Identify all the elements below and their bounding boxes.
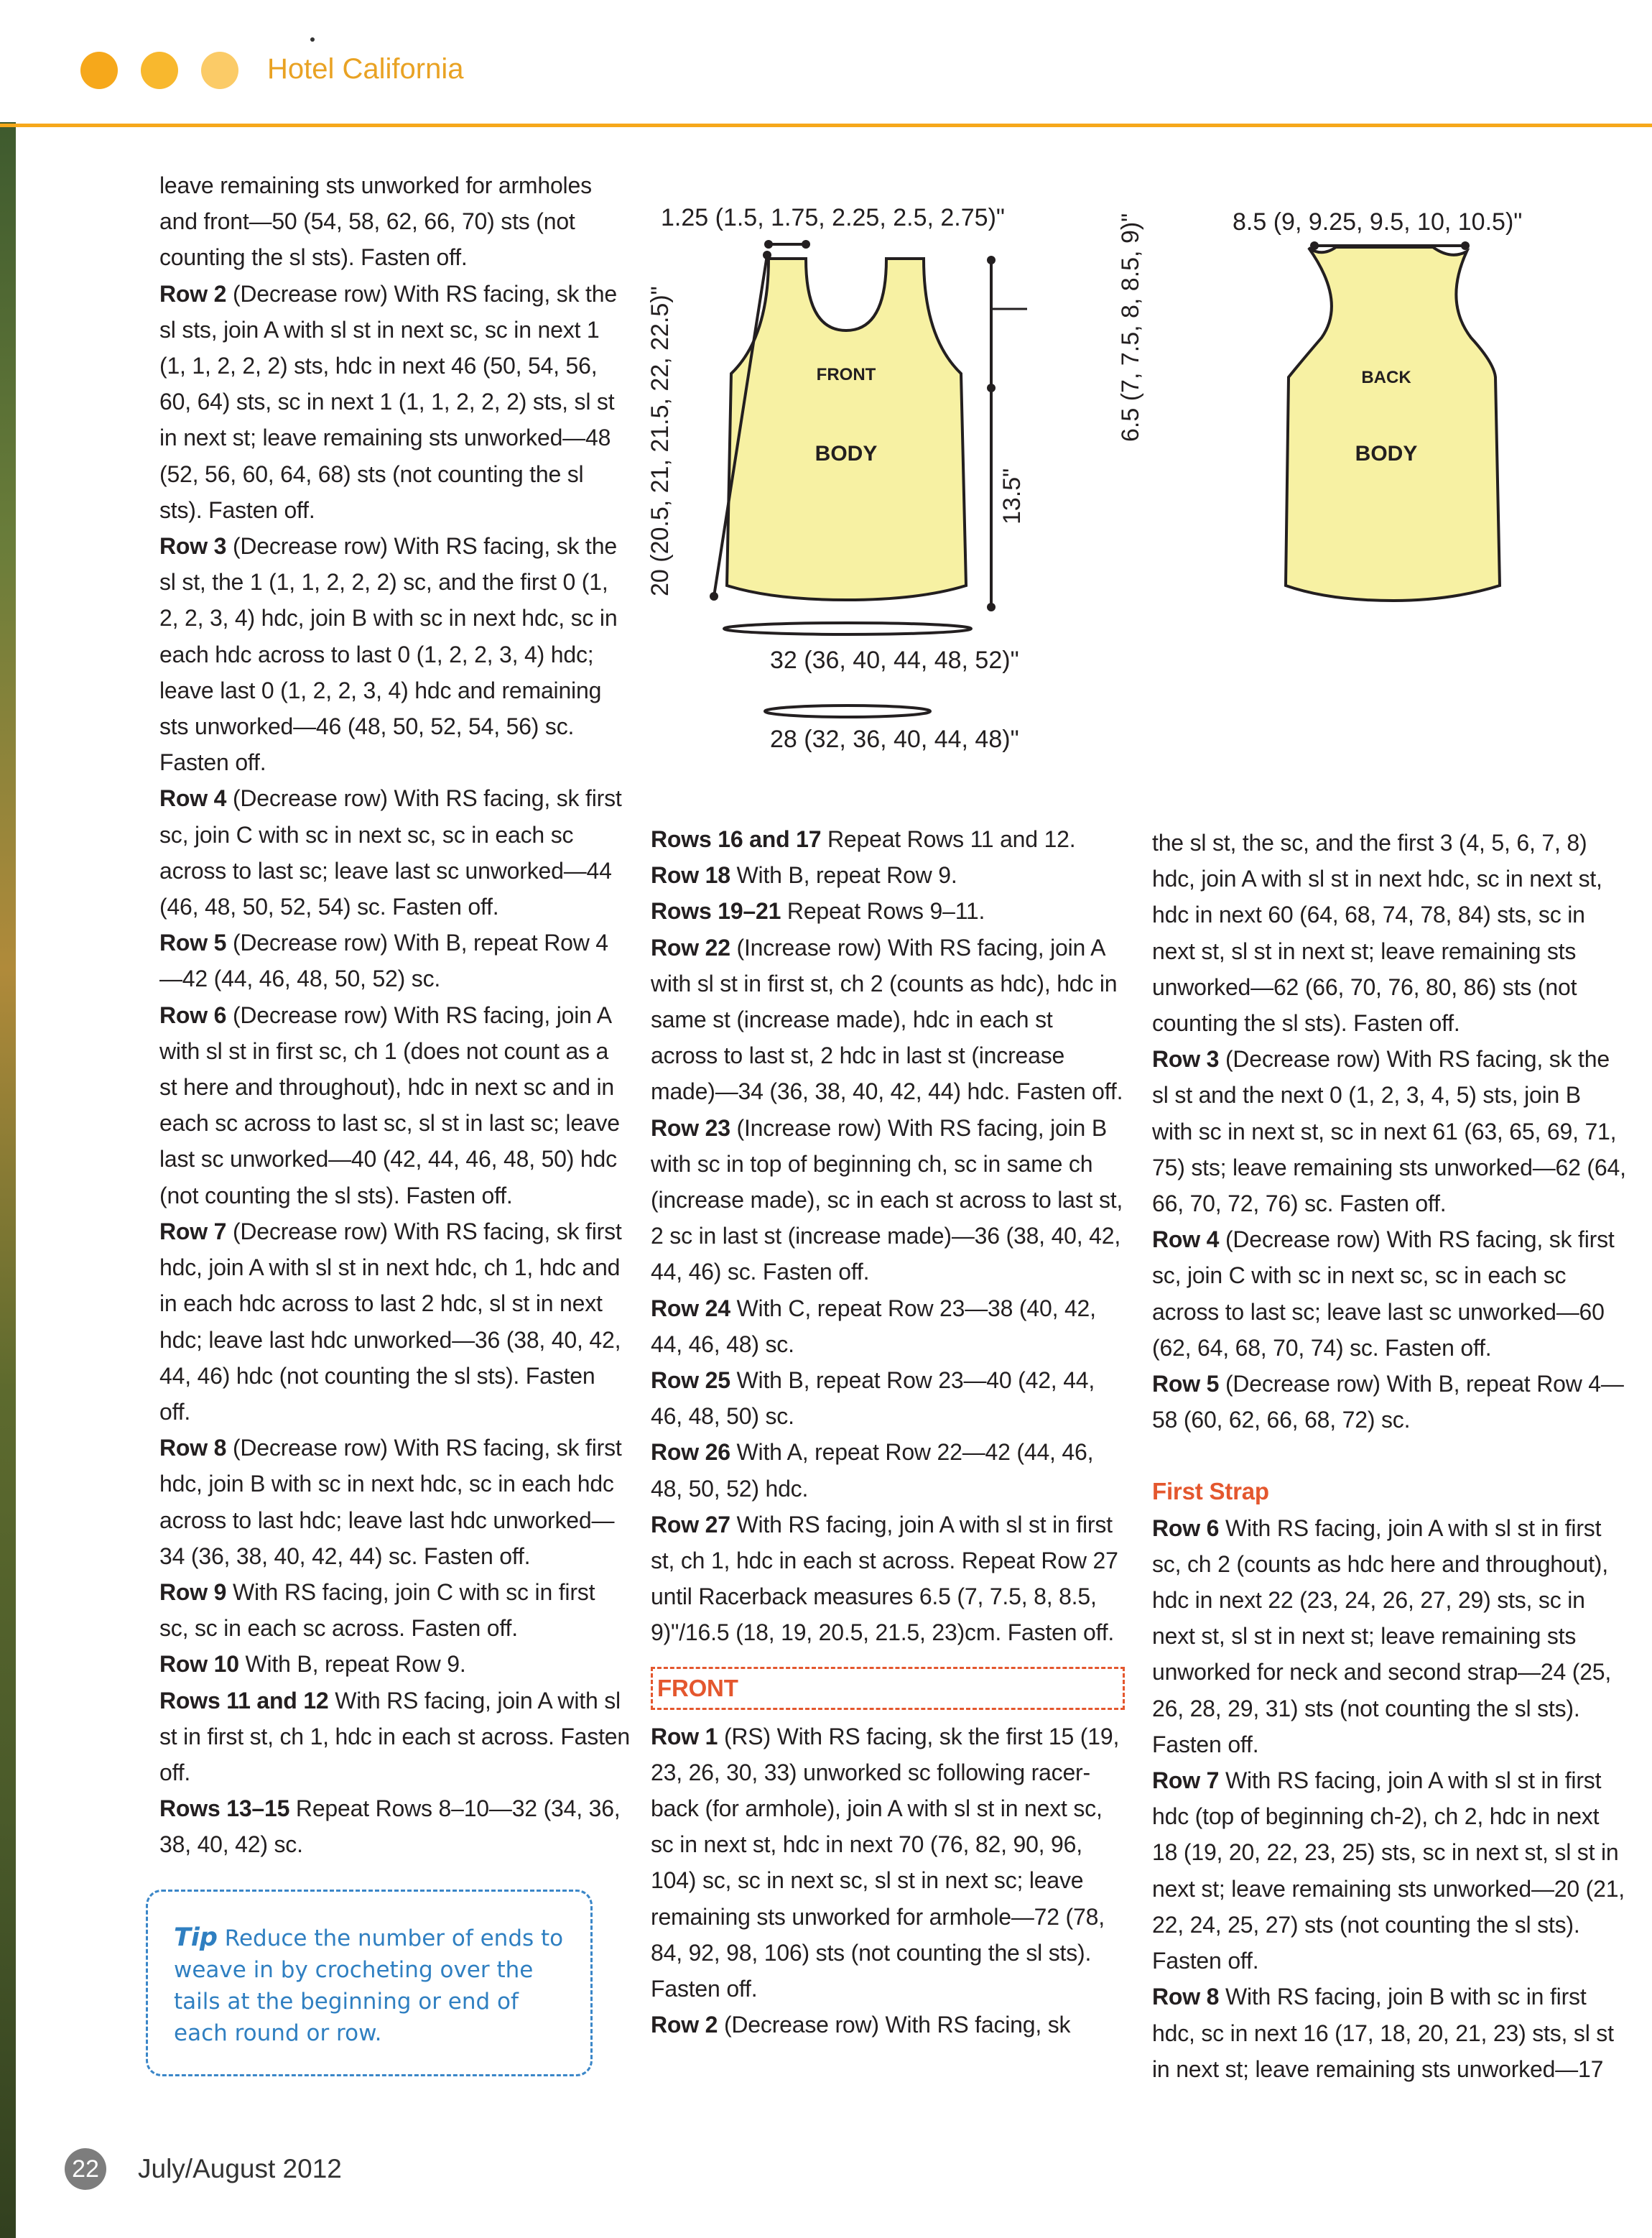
row-lead: Row 3: [159, 533, 227, 560]
row-lead: Row 18: [651, 862, 730, 889]
back-schematic-drawing: [1214, 194, 1616, 639]
row-text: With A, repeat Row 22—42 (44, 46, 48, 50, 52) hdc.: [651, 1439, 1094, 1502]
row-lead: Row 26: [651, 1439, 730, 1466]
row-lead: Row 5: [159, 930, 227, 956]
row-text: (Decrease row) With RS facing, sk first hdc, join A with sl st in next hdc, ch 1, hdc and in each hdc across to last 2 hdc, sl st in next hdc; leave last hdc unworked—36 (38, 40, 42, 44, 46) hdc (not counting the sl sts). Fasten off.: [159, 1218, 622, 1425]
row-text: With C, repeat Row 23—38 (40, 42, 44, 46, 48) sc.: [651, 1295, 1096, 1357]
tip-label: Tip: [174, 1923, 218, 1952]
front-schematic: [646, 194, 1149, 769]
dim-endpoint: [987, 603, 996, 611]
row-lead: Row 9: [159, 1578, 227, 1605]
pattern-row: [1152, 825, 1626, 1041]
dim-endpoint: [710, 592, 718, 601]
bust-circumference: [724, 623, 971, 634]
pattern-row: [651, 930, 1125, 1110]
row-text: (Decrease row) With RS facing, sk the sl st, the 1 (1, 1, 2, 2, 2) sc, and the first 0 (1, 2, 2, 3, 4) hdc, join B with sc in next hdc, sc in each hdc across to last 0 (1, 2, 2, 3, 4) hdc; leave last 0 (1, 2, 2, 3, 4) hdc and remaining sts unworked—46 (48, 50, 52, 54, 56) sc. Fasten off.: [159, 533, 618, 776]
row-lead: Row 10: [159, 1651, 239, 1678]
row-lead: Row 2: [159, 280, 227, 307]
row-text: With RS facing, join A with sl st in first st, ch 1, hdc in each st across. Fasten off.: [159, 1687, 630, 1785]
back-label: BACK: [1361, 368, 1411, 387]
pattern-row: [651, 857, 1125, 893]
bust-label: 32 (36, 40, 44, 48, 52)": [770, 647, 1019, 674]
pattern-row: [651, 2007, 1125, 2043]
page-number-badge: 22: [65, 2148, 106, 2190]
row-lead: Rows 16 and 17: [651, 826, 822, 852]
pattern-row: [651, 1434, 1125, 1506]
dim-endpoint: [987, 384, 996, 392]
row-lead: Row 7: [1152, 1767, 1220, 1794]
row-lead: Row 3: [1152, 1046, 1220, 1073]
pattern-row: [159, 780, 630, 925]
row-text: Repeat Rows 8–10—32 (34, 36, 38, 40, 42) sc.: [159, 1795, 621, 1858]
pattern-row: [651, 1719, 1125, 2007]
strap-width-label: 1.25 (1.5, 1.75, 2.25, 2.5, 2.75)": [661, 204, 1005, 231]
row-lead: Row 24: [651, 1295, 730, 1321]
row-lead: Rows 13–15: [159, 1795, 290, 1822]
pattern-row: [1152, 1366, 1626, 1438]
row-lead: Row 6: [1152, 1515, 1220, 1541]
header-title: Hotel California: [267, 53, 464, 85]
print-mark: [310, 37, 315, 42]
dim-endpoint: [1310, 241, 1319, 250]
left-column: [159, 167, 630, 1863]
pattern-row: [159, 1430, 630, 1574]
row-text: With B, repeat Row 9.: [238, 1651, 466, 1678]
row-lead: Row 2: [651, 2012, 718, 2038]
row-lead: Row 8: [1152, 1984, 1220, 2010]
dim-endpoint: [764, 240, 773, 249]
side-length-label: 13.5": [998, 468, 1026, 524]
row-text: (Decrease row) With B, repeat Row 4—42 (44, 46, 48, 50, 52) sc.: [159, 930, 608, 992]
pattern-row: [159, 1574, 630, 1646]
row-text: (Decrease row) With RS facing, sk: [718, 2012, 1071, 2038]
front-label: FRONT: [816, 365, 876, 384]
row-text: With RS facing, join A with sl st in first st, ch 1, hdc in each st across. Repeat Row 27 until Racerback measures 6.5 (7, 7.5, 8, 8.5, 9)"/16.5 (18, 19, 20.5, 21.5, 23)cm. Fasten off.: [651, 1511, 1118, 1646]
row-text: With RS facing, join A with sl st in first sc, ch 2 (counts as hdc here and throughout), hdc in next 22 (23, 24, 26, 27, 29) sts, sc in next st, sl st in next st; leave remaining sts unworked for neck and second strap—24 (25, 26, 28, 29, 31) sts (not counting the sl sts). Fasten off.: [1152, 1515, 1612, 1757]
row-text: (Decrease row) With RS facing, sk the sl sts, join A with sl st in next sc, sc in next 1 (1, 1, 2, 2, 2) sts, hdc in next 46 (50, 54, 56, 60, 64) sts, sc in next 1 (1, 1, 2, 2, 2) sts, sl st in next st; leave remaining sts unworked—48 (52, 56, 60, 64, 68) sts (not counting the sl sts). Fasten off.: [159, 280, 617, 523]
row-text: Repeat Rows 9–11.: [781, 898, 985, 925]
dim-endpoint: [1461, 241, 1470, 250]
row-lead: Row 25: [651, 1367, 730, 1394]
pattern-row: [159, 925, 630, 997]
pattern-row: [159, 1683, 630, 1791]
hip-label: 28 (32, 36, 40, 44, 48)": [770, 726, 1019, 753]
row-lead: Row 22: [651, 934, 730, 961]
pattern-row: [651, 1110, 1125, 1290]
left-edge-photo-strip: [0, 122, 16, 2238]
row-text: (Increase row) With RS facing, join A with sl st in first st, ch 2 (counts as hdc), hdc in same st (increase made), hdc in each st across to last st, 2 hdc in last st (increase made)—34 (36, 38, 40, 42, 44) hdc. Fasten off.: [651, 934, 1123, 1105]
row-text: (Decrease row) With RS facing, join A with sl st in first sc, ch 1 (does not count as a st here and throughout), hdc in next sc and in each sc across to last sc, sl st in last sc; leave last sc unworked—40 (42, 44, 46, 48, 50) hdc (not counting the sl sts). Fasten off.: [159, 1002, 620, 1208]
pattern-row: [159, 997, 630, 1213]
pattern-row: [1152, 1041, 1626, 1221]
row-text: (Decrease row) With RS facing, sk first hdc, join B with sc in next hdc, sc in each hdc across to last hdc; leave last hdc unworked—34 (36, 38, 40, 42, 44) sc. Fasten off.: [159, 1435, 622, 1569]
pattern-row: [651, 1362, 1125, 1434]
dim-endpoint: [802, 240, 810, 249]
row-lead: Row 8: [159, 1435, 227, 1461]
pattern-row: [1152, 1510, 1626, 1762]
row-text: (Decrease row) With RS facing, sk first sc, join C with sc in next sc, sc in each sc across to last sc; leave last sc unworked—44 (46, 48, 50, 52, 54) sc. Fasten off.: [159, 785, 622, 920]
front-body-label: BODY: [815, 442, 878, 466]
header-dot-icon: [80, 52, 118, 89]
right-column: [1152, 825, 1626, 2087]
issue-date: July/August 2012: [138, 2154, 342, 2183]
pattern-row: [651, 893, 1125, 929]
pattern-row: [1152, 1762, 1626, 1979]
row-text: With RS facing, join A with sl st in first hdc (top of beginning ch-2), ch 2, hdc in next 18 (19, 20, 22, 23, 25) sts, sc in next st, sl st in next st; leave remaining sts unworked—20 (21, 22, 24, 25, 27) sts (not counting the sl sts). Fasten off.: [1152, 1767, 1625, 1974]
dim-endpoint: [987, 256, 996, 264]
row-lead: Row 5: [1152, 1371, 1220, 1397]
row-text: (Decrease row) With RS facing, sk the sl st and the next 0 (1, 2, 3, 4, 5) sts, join B with sc in next st, sc in next 61 (63, 65, 69, 71, 75) sts; leave remaining sts unworked—62 (64, 66, 70, 72, 76) sc. Fasten off.: [1152, 1046, 1626, 1217]
row-text: Repeat Rows 11 and 12.: [821, 826, 1076, 852]
pattern-row: [1152, 1221, 1626, 1366]
row-text: With RS facing, join B with sc in first hdc, sc in next 16 (17, 18, 20, 21, 23) sts, sl st in next st; leave remaining sts unworked—17: [1152, 1984, 1614, 2082]
header-dot-icon: [201, 52, 238, 89]
row-lead: Row 1: [651, 1723, 718, 1749]
row-lead: Row 4: [159, 785, 227, 812]
first-strap-heading: First Strap: [1152, 1478, 1269, 1505]
pattern-row: [159, 528, 630, 780]
row-text: (Decrease row) With RS facing, sk first sc, join C with sc in next sc, sc in each sc across to last sc; leave last sc unworked—60 (62, 64, 68, 70, 74) sc. Fasten off.: [1152, 1226, 1615, 1361]
header-dot-icon: [141, 52, 178, 89]
pattern-row: [651, 1507, 1125, 1651]
pattern-row: [1152, 1979, 1626, 2087]
back-garment-shape: [1286, 247, 1500, 601]
pattern-row: [159, 1646, 630, 1682]
back-schematic: [1214, 194, 1616, 639]
row-lead: Row 27: [651, 1511, 730, 1538]
row-lead: Rows 19–21: [651, 898, 781, 925]
front-garment-shape: [727, 259, 966, 600]
pattern-row: [159, 167, 630, 276]
row-text: With RS facing, join C with sc in first sc, sc in each sc across. Fasten off.: [159, 1578, 595, 1642]
middle-column: [651, 821, 1125, 2043]
row-text: leave remaining sts unworked for armholes and front—50 (54, 58, 62, 66, 70) sts (not counting the sl sts). Fasten off.: [159, 172, 592, 271]
row-text: (Increase row) With RS facing, join B with sc in top of beginning ch, sc in same ch (increase made), sc in each st across to last st, 2 sc in last st (increase made)—36 (38, 40, 42, 44, 46) sc. Fasten off.: [651, 1114, 1123, 1285]
back-body-label: BODY: [1355, 442, 1418, 466]
row-lead: Row 7: [159, 1218, 227, 1244]
tip-box: [146, 1890, 593, 2076]
pattern-row: [159, 1213, 630, 1430]
row-text: (Decrease row) With B, repeat Row 4—58 (60, 62, 66, 68, 72) sc.: [1152, 1371, 1624, 1433]
pattern-row: [159, 1790, 630, 1862]
hip-circumference: [765, 706, 930, 717]
dim-endpoint: [763, 251, 771, 259]
armhole-depth-label: 6.5 (7, 7.5, 8, 8.5, 9)": [1117, 213, 1144, 442]
header-rule: [0, 124, 1652, 127]
row-lead: Row 4: [1152, 1226, 1220, 1253]
row-lead: Row 6: [159, 1002, 227, 1028]
row-text: the sl st, the sc, and the first 3 (4, 5, 6, 7, 8) hdc, join A with sl st in next hdc, sc in next st, hdc in next 60 (64, 68, 74, 78, 84) sts, sc in next st, sl st in next st; leave remaining sts unworked—62 (66, 70, 76, 80, 86) sts (not counting the sl sts). Fasten off.: [1152, 830, 1602, 1037]
tip-text: Reduce the number of ends to weave in by crocheting over the tails at the beginning or end of each round or row.: [174, 1925, 564, 2046]
front-schematic-drawing: [646, 194, 1149, 769]
row-lead: Rows 11 and 12: [159, 1687, 329, 1714]
neck-width-label: 8.5 (9, 9.25, 9.5, 10, 10.5)": [1233, 208, 1523, 236]
row-text: (RS) With RS facing, sk the first 15 (19, 23, 26, 30, 33) unworked sc following racer-back (for armhole), join A with sl st in next sc, sc in next st, hdc in next 70 (76, 82, 90, 96, 104) sc, sc in next sc, sl st in next sc; leave remaining sts unworked for armhole—72 (78, 84, 92, 98, 106) sts (not counting the sl sts). Fasten off.: [651, 1723, 1120, 2002]
pattern-row: [651, 821, 1125, 857]
page-header: [0, 0, 1652, 128]
pattern-row: [651, 1290, 1125, 1362]
front-section-heading: FRONT: [651, 1667, 1125, 1710]
row-text: With B, repeat Row 9.: [730, 862, 957, 889]
row-lead: Row 23: [651, 1114, 730, 1141]
row-text: With B, repeat Row 23—40 (42, 44, 46, 48, 50) sc.: [651, 1367, 1095, 1430]
spacer: [1152, 1438, 1626, 1474]
total-length-label: 20 (20.5, 21, 21.5, 22, 22.5)": [646, 286, 674, 596]
pattern-row: [159, 276, 630, 528]
